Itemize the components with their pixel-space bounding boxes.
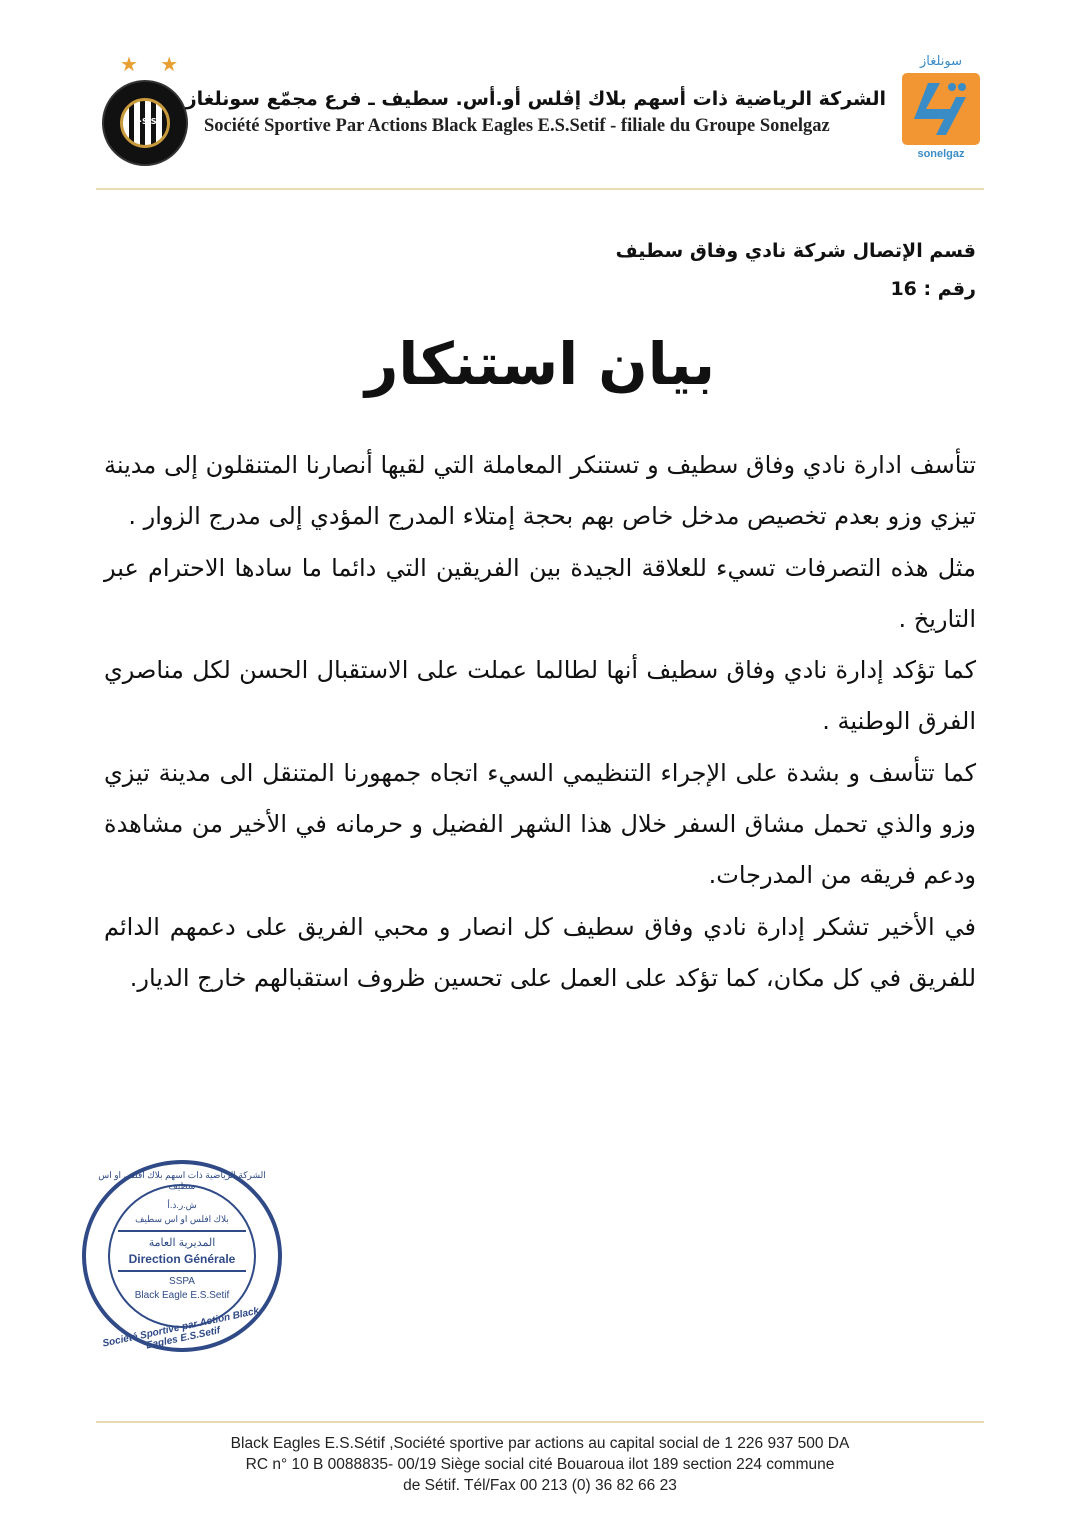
paragraph: تتأسف ادارة نادي وفاق سطيف و تستنكر المعاملة التي لقيها أنصارنا المتنقلون إلى مدينة تيزي وزو بعدم تخصيص مدخل خاص بهم بحجة إمتلاء المدرج المؤدي إلى مدرج الزوار . xyxy=(104,451,976,531)
footer-line-registration: RC n° 10 B 0088835- 00/19 Siège social cité Bouaroua ilot 189 section 224 commune xyxy=(245,1456,835,1473)
header-divider xyxy=(96,188,984,190)
reference-block xyxy=(616,232,976,308)
stamp-department-arabic: المديرية العامة xyxy=(148,1237,216,1249)
official-stamp xyxy=(82,1160,282,1352)
reference-number: رقم : 16 xyxy=(890,278,976,300)
sonelgaz-emblem-icon xyxy=(902,73,980,145)
stamp-department-french: Direction Générale xyxy=(128,1252,236,1266)
footer xyxy=(96,1433,984,1496)
paragraph: مثل هذه التصرفات تسيء للعلاقة الجيدة بين الفريقين التي دائما ما سادها الاحترام عبر التاريخ . xyxy=(104,553,976,633)
stamp-sspa: SSPA xyxy=(169,1276,195,1287)
company-name-french: Société Sportive Par Actions Black Eagles E.S.Setif - filiale du Groupe Sonelgaz xyxy=(204,116,830,136)
club-crest-icon xyxy=(102,80,188,166)
paragraph: في الأخير تشكر إدارة نادي وفاق سطيف كل انصار و محبي الفريق على دعمهم الدائم للفريق في كل مكان، كما تؤكد على العمل على تحسين ظروف استقبالهم خارج الديار. xyxy=(104,912,976,992)
stamp-ring-text-arabic: الشركة الرياضية ذات اسهم بلاك افلس او اس سطيف xyxy=(98,1170,266,1191)
sonelgaz-logo xyxy=(898,54,984,174)
paragraph: كما تؤكد إدارة نادي وفاق سطيف أنها لطالما عملت على الاستقبال الحسن لكل مناصري الفرق الوطنية . xyxy=(104,656,976,736)
crest-label: E·S·S xyxy=(133,117,157,126)
letterhead xyxy=(96,50,984,180)
paragraph: كما تتأسف و بشدة على الإجراء التنظيمي السيء اتجاه جمهورنا المتنقل الى مدينة تيزي وزو والذي تحمل مشاق السفر خلال هذا الشهر الفضيل و حرمانه في الأخير من مشاهدة ودعم فريقه من المدرجات. xyxy=(104,758,976,890)
letterhead-text xyxy=(185,88,886,137)
document-title: بيان استنكار xyxy=(364,330,716,398)
stamp-divider xyxy=(118,1270,246,1272)
sonelgaz-name-arabic: سونلغاز xyxy=(919,54,963,69)
statement-body xyxy=(104,440,976,1004)
stamp-divider xyxy=(118,1230,246,1232)
sonelgaz-name-english: sonelgaz xyxy=(917,148,965,160)
sonelgaz-mark-icon xyxy=(910,79,972,139)
stamp-club-name: Black Eagle E.S.Setif xyxy=(134,1290,230,1301)
footer-line-capital: Black Eagles E.S.Sétif ,Société sportive par actions au capital social de 1 226 937 500 DA xyxy=(230,1435,850,1452)
footer-line-contact: de Sétif. Tél/Fax 00 213 (0) 36 82 66 23 xyxy=(403,1477,677,1494)
stamp-club-arabic: بلاك افلس او اس سطيف xyxy=(135,1214,229,1224)
company-name-arabic: الشركة الرياضية ذات أسهم بلاك إڤلس أو.أس. سطيف ـ فرع مجمّع سونلغاز xyxy=(185,88,886,110)
stamp-inner-circle xyxy=(108,1184,256,1328)
club-logo xyxy=(96,50,196,175)
stars-icon: ★ ★ xyxy=(120,52,187,76)
footer-divider xyxy=(96,1421,984,1423)
department-label: قسم الإتصال شركة نادي وفاق سطيف xyxy=(615,240,976,262)
stamp-abbrev-arabic: ش.ر.ذ.أ xyxy=(167,1200,197,1210)
stamp-ring-text-french: Société Sportive par Action Black Eagles E.S.Setif xyxy=(101,1305,261,1352)
